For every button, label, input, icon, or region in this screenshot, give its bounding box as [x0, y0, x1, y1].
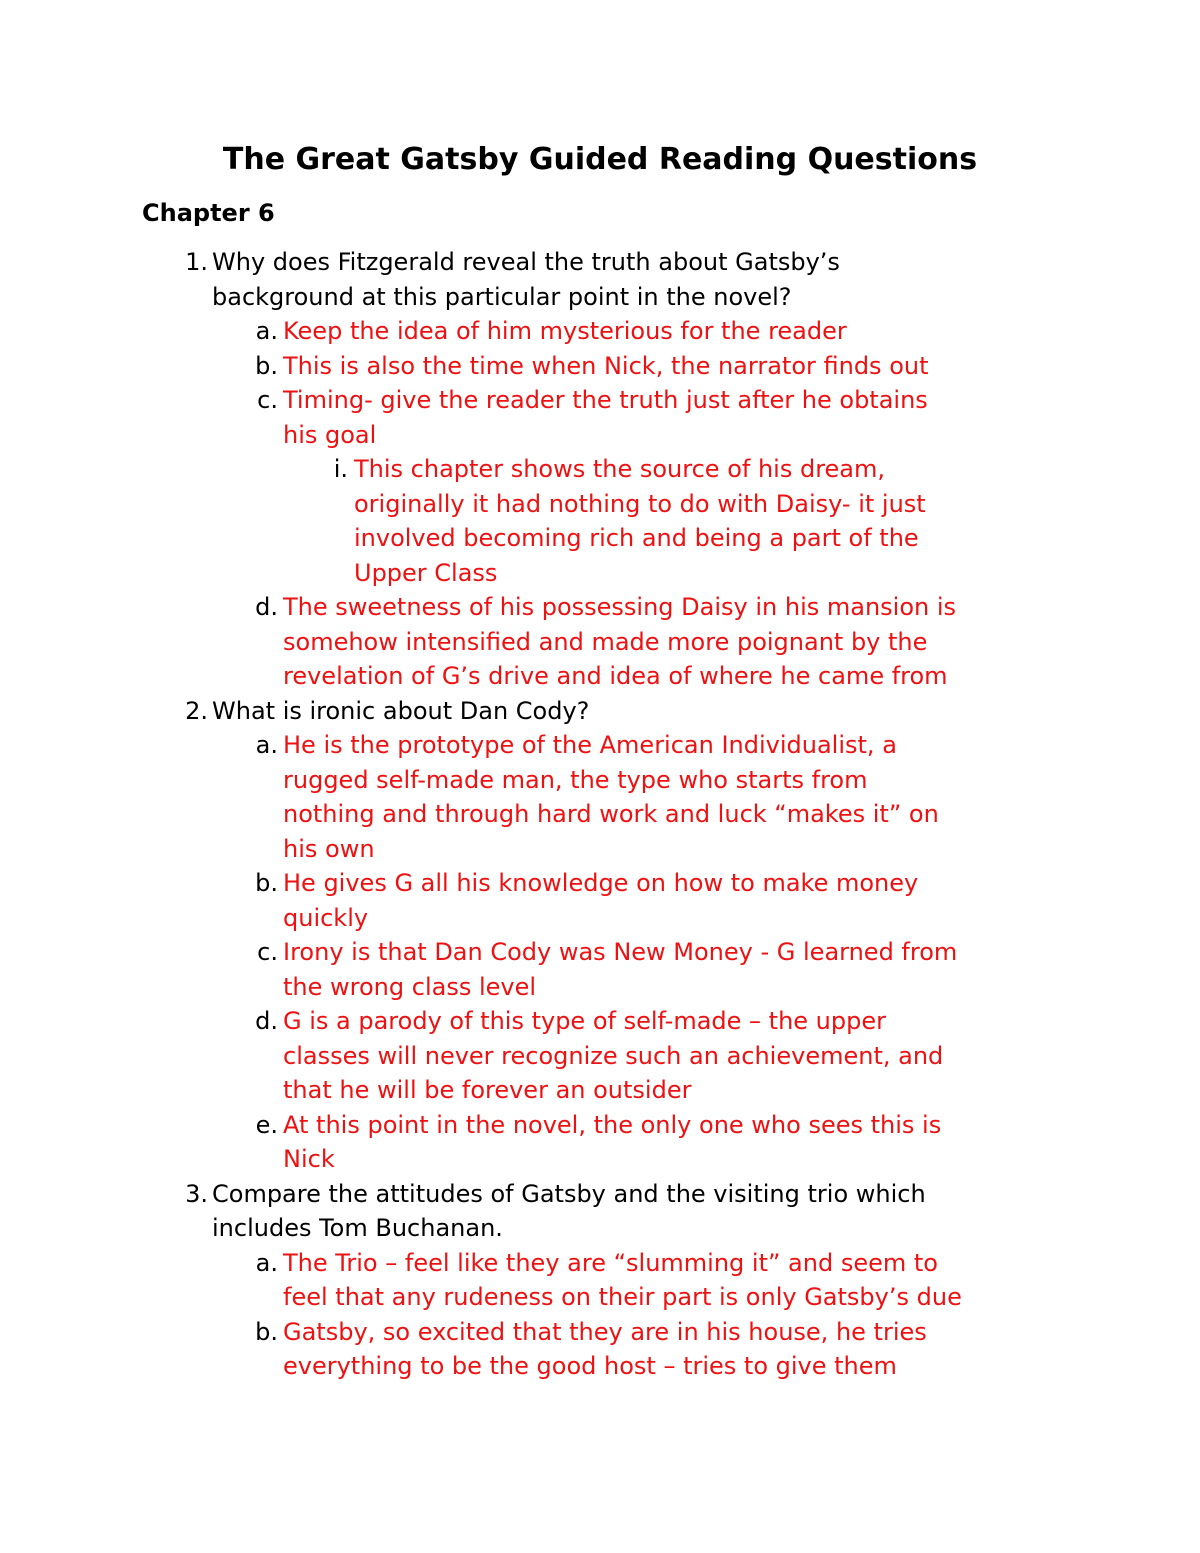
answer-item-marker: b.	[255, 351, 278, 380]
answer-item-marker: d.	[255, 1007, 278, 1035]
sub-answer-item-line: Upper Class	[354, 558, 498, 587]
sub-answer-item-marker: i.	[333, 455, 348, 483]
sub-answer-item-line: involved becoming rich and being a part of the	[354, 524, 919, 552]
question-item-marker: 3.	[185, 1179, 208, 1208]
answer-item	[0, 1004, 1200, 1108]
answer-item	[0, 866, 1200, 935]
document-title: The Great Gatsby Guided Reading Questions	[222, 142, 978, 177]
answer-item-text	[283, 1108, 941, 1177]
question-item	[0, 245, 1200, 314]
answer-item-line: feel that any rudeness on their part is only Gatsby’s due	[283, 1283, 962, 1311]
answer-item-line: rugged self-made man, the type who starts from	[283, 765, 868, 794]
sub-answer-item-line: originally it had nothing to do with Daisy- it just	[354, 489, 926, 518]
answer-item-marker: c.	[257, 938, 278, 966]
sub-answer-item	[0, 452, 1200, 590]
question-item-text	[212, 694, 589, 729]
answer-item	[0, 349, 1200, 384]
answer-item	[0, 314, 1200, 349]
answer-item-text	[283, 1004, 943, 1108]
answer-item	[0, 728, 1200, 866]
answer-item	[0, 935, 1200, 1004]
answer-item	[0, 1108, 1200, 1177]
answer-item-marker: a.	[255, 731, 278, 759]
answer-item-line: The sweetness of his possessing Daisy in his mansion is	[283, 593, 957, 621]
answer-item-marker: b.	[255, 1317, 278, 1346]
question-item	[0, 1177, 1200, 1246]
answer-item	[0, 1246, 1200, 1315]
answer-item-line: At this point in the novel, the only one who sees this is	[283, 1110, 942, 1139]
answer-item-text	[283, 866, 918, 935]
answer-item-text	[283, 1315, 927, 1384]
answer-item-line: his own	[283, 834, 375, 863]
answer-item-marker: a.	[255, 1248, 278, 1277]
question-item-line: includes Tom Buchanan.	[212, 1214, 503, 1242]
answer-item-text	[283, 314, 847, 349]
answer-item-text	[283, 383, 928, 452]
question-item-line: Why does Fitzgerald reveal the truth about Gatsby’s	[212, 248, 840, 276]
answer-item-line: G is a parody of this type of self-made – the upper	[283, 1007, 886, 1035]
answer-item-text	[283, 590, 956, 694]
answer-item-marker: d.	[255, 593, 278, 621]
answer-item-marker: a.	[255, 317, 278, 345]
answer-item-line: Nick	[283, 1145, 335, 1173]
answer-item-marker: b.	[255, 869, 278, 897]
answer-item-line: The Trio – feel like they are “slumming it” and seem to	[283, 1248, 938, 1277]
answer-item	[0, 383, 1200, 452]
chapter-heading: Chapter 6	[142, 199, 275, 227]
answer-item-text	[283, 1246, 962, 1315]
question-list	[0, 245, 1200, 1384]
answer-item-line: everything to be the good host – tries to give them	[283, 1352, 897, 1380]
question-item-text	[212, 1177, 926, 1246]
question-item	[0, 694, 1200, 729]
answer-item-line: classes will never recognize such an achievement, and	[283, 1041, 944, 1070]
answer-item-line: somehow intensified and made more poignant by the	[283, 627, 928, 656]
answer-item-line: that he will be forever an outsider	[283, 1076, 692, 1104]
answer-item	[0, 590, 1200, 694]
answer-item-line: his goal	[283, 420, 377, 449]
question-item-line: What is ironic about Dan Cody?	[212, 696, 590, 725]
answer-item-text	[283, 728, 939, 866]
question-item-text	[212, 245, 840, 314]
answer-item-text	[283, 935, 957, 1004]
answer-item-line: quickly	[283, 903, 369, 932]
answer-item-line: Gatsby, so excited that they are in his house, he tries	[283, 1317, 927, 1346]
answer-item-text	[283, 349, 929, 384]
answer-item-line: Keep the idea of him mysterious for the reader	[283, 317, 847, 345]
answer-item-line: Timing- give the reader the truth just after he obtains	[283, 386, 928, 414]
answer-item-marker: e.	[255, 1110, 278, 1139]
answer-item-line: He gives G all his knowledge on how to make money	[283, 869, 919, 897]
answer-item-line: He is the prototype of the American Individualist, a	[283, 731, 897, 759]
question-item-line: Compare the attitudes of Gatsby and the visiting trio which	[212, 1179, 926, 1208]
question-item-line: background at this particular point in the novel?	[212, 282, 792, 311]
question-item-marker: 1.	[185, 248, 208, 276]
question-item-marker: 2.	[185, 696, 208, 725]
answer-item	[0, 1315, 1200, 1384]
answer-item-line: revelation of G’s drive and idea of where he came from	[283, 662, 948, 690]
answer-item-line: Irony is that Dan Cody was New Money - G learned from	[283, 938, 958, 966]
answer-item-line: nothing and through hard work and luck “makes it” on	[283, 800, 939, 828]
sub-answer-item-text	[354, 452, 926, 590]
answer-item-line: the wrong class level	[283, 972, 537, 1001]
answer-item-line: This is also the time when Nick, the narrator finds out	[283, 351, 929, 380]
sub-answer-item-line: This chapter shows the source of his dream,	[354, 455, 886, 483]
answer-item-marker: c.	[257, 386, 278, 414]
